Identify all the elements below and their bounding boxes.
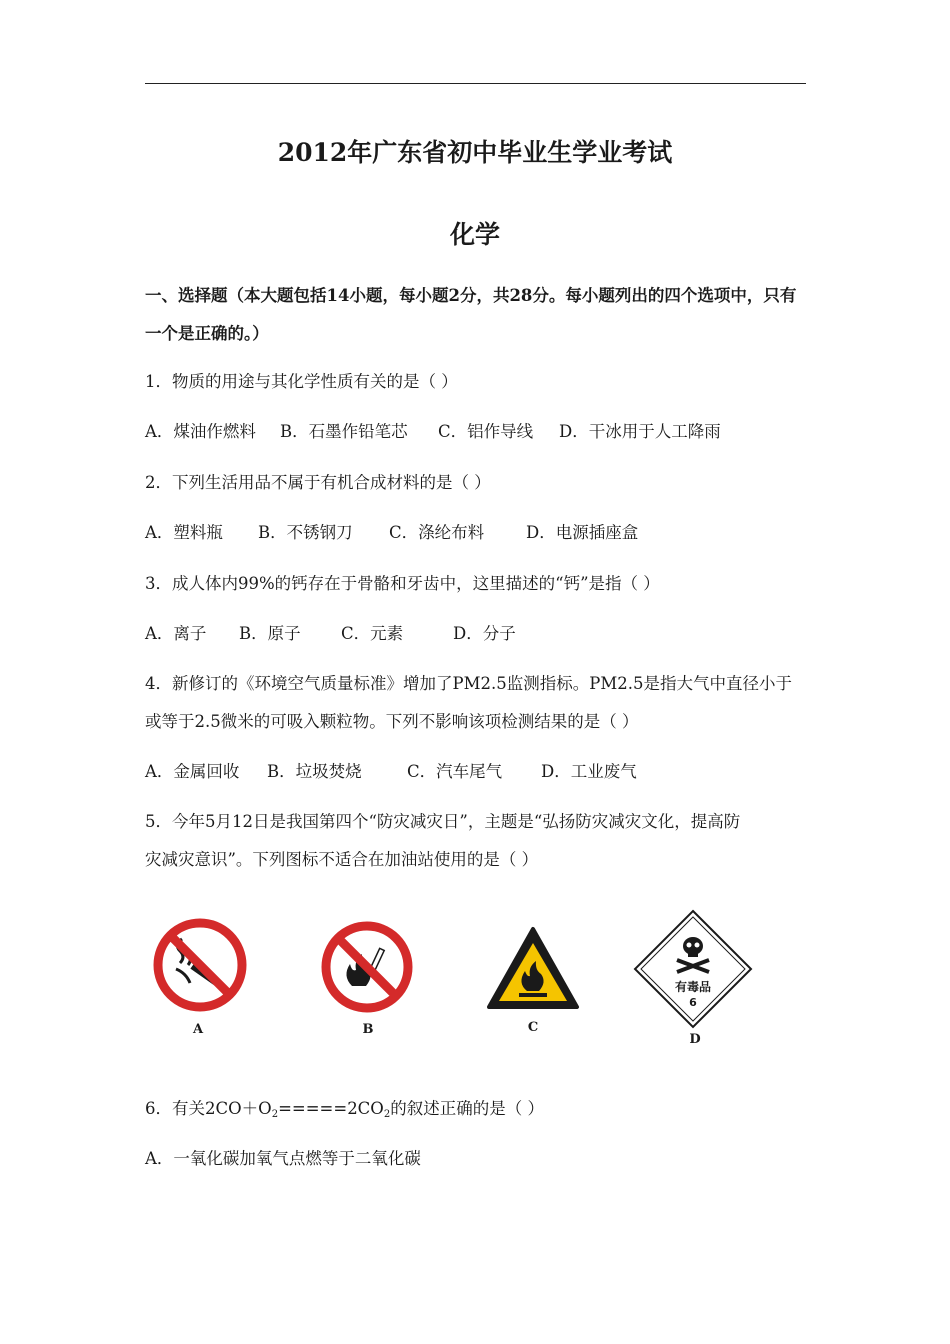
option-a: A．离子 — [145, 624, 207, 643]
question-1-stem: 1．物质的用途与其化学性质有关的是（ ） — [145, 372, 458, 391]
subscript-o2: 2 — [271, 1109, 279, 1120]
question-1-options — [145, 424, 721, 441]
option-a: A．金属回收 — [145, 762, 240, 781]
question-3-options — [145, 626, 516, 643]
figure-label-c: C — [527, 1020, 539, 1035]
exam-title: 2012年广东省初中毕业生学业考试 — [277, 138, 673, 167]
no-open-flame-sign-icon — [320, 920, 414, 1014]
option-c: C．汽车尾气 — [407, 762, 503, 781]
subject-title: 化学 — [449, 220, 500, 249]
figure-label-a: A — [192, 1022, 204, 1037]
question-6-option-a: A．一氧化碳加氧气点燃等于二氧化碳 — [145, 1149, 421, 1168]
option-d: D．工业废气 — [541, 762, 637, 781]
option-c: C．元素 — [341, 624, 404, 643]
option-a: A．煤油作燃料 — [145, 422, 256, 441]
option-b: B．原子 — [239, 624, 301, 643]
option-b: B．石墨作铅笔芯 — [280, 422, 408, 441]
question-4-stem-cont: 或等于2.5微米的可吸入颗粒物。下列不影响该项检测结果的是（ ） — [145, 712, 639, 731]
stem-suffix: 的叙述正确的是（ ） — [390, 1099, 544, 1118]
no-smoking-sign-icon — [152, 917, 248, 1013]
stem-prefix: 6．有关2CO＋O — [145, 1099, 272, 1118]
option-d: D．电源插座盒 — [526, 523, 639, 542]
flammable-warning-sign-icon — [485, 925, 581, 1011]
toxic-class-number: 6 — [689, 996, 697, 1009]
option-d: D．干冰用于人工降雨 — [559, 422, 721, 441]
section-heading-cont: 一个是正确的。） — [145, 324, 269, 343]
stem-equation: =====2CO — [278, 1099, 384, 1118]
option-a: A．塑料瓶 — [145, 523, 223, 542]
option-d: D．分子 — [453, 624, 516, 643]
option-c: C．涤纶布料 — [389, 523, 485, 542]
option-c: C．铝作导线 — [438, 422, 534, 441]
figure-label-b: B — [362, 1022, 374, 1037]
option-b: B．不锈钢刀 — [258, 523, 353, 542]
figure-label-d: D — [689, 1032, 701, 1047]
question-6-stem — [145, 1101, 544, 1120]
toxic-label-sign — [632, 908, 754, 1030]
question-2-stem: 2．下列生活用品不属于有机合成材料的是（ ） — [145, 473, 491, 492]
question-3-stem: 3．成人体内99%的钙存在于骨骼和牙齿中，这里描述的“钙”是指（ ） — [145, 574, 660, 593]
section-heading: 一、选择题（本大题包括14小题，每小题2分，共28分。每小题列出的四个选项中，只有 — [145, 286, 797, 305]
option-b: B．垃圾焚烧 — [267, 762, 362, 781]
question-4-stem: 4．新修订的《环境空气质量标准》增加了PM2.5监测指标。PM2.5是指大气中直径小于 — [145, 674, 792, 693]
question-5-stem: 5．今年5月12日是我国第四个“防灾减灾日”，主题是“弘扬防灾减灾文化，提高防 — [145, 812, 741, 831]
toxic-label-text: 有毒品 — [674, 980, 711, 994]
toxic-diamond-icon — [632, 908, 754, 1030]
question-5-stem-cont: 灾减灾意识”。下列图标不适合在加油站使用的是（ ） — [145, 850, 539, 869]
subscript-co2: 2 — [383, 1109, 391, 1120]
question-4-options — [145, 764, 637, 781]
question-2-options — [145, 525, 638, 542]
header-rule — [145, 83, 806, 84]
